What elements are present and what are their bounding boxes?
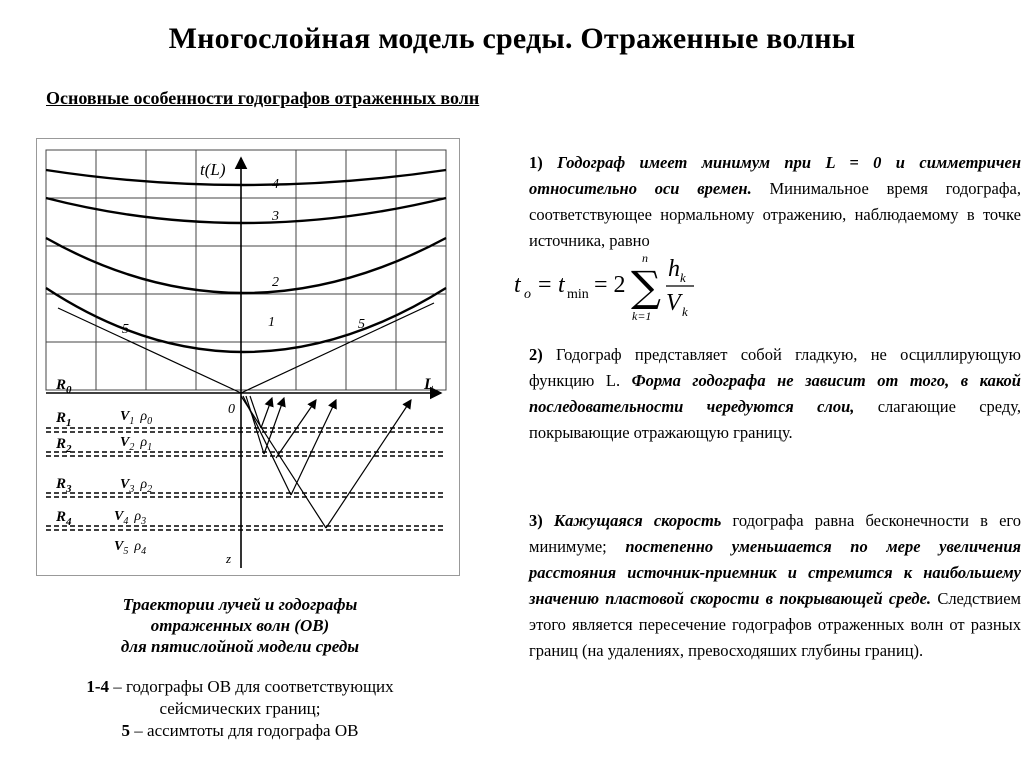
layer-boundaries (46, 428, 446, 530)
asymptotes (58, 303, 434, 393)
formula-t: t (514, 272, 521, 298)
figure-legend (40, 676, 440, 742)
boundary-label-r4: $R_4$ (56, 509, 72, 528)
caption-line-3: для пятислойной модели среды (120, 637, 360, 656)
curve-label-2: 2 (272, 275, 279, 290)
point-3-text-1: годографа равна бесконечности в его минимуме; (529, 511, 1022, 556)
layer-label-2: $V_2$ $\rho_1$ (120, 435, 153, 453)
point-3-emphasis-1: Кажущаяся скорость (553, 511, 722, 530)
axis-t-label: t(L) (200, 160, 226, 179)
curve-label-1: 1 (268, 315, 275, 330)
sum-top: n (642, 251, 648, 265)
formula-eq1: = (538, 272, 552, 298)
point-2-number: 2) (529, 345, 543, 364)
layer-label-3: $V_3$ $\rho_2$ (120, 477, 153, 495)
boundary-label-r3: $R_3$ (56, 476, 72, 495)
legend-line-2: сейсмических границ; (159, 699, 321, 718)
point-1-emphasis: Годограф имеет минимум при L = 0 и симметричен относительно оси времен. (529, 153, 1021, 198)
curve-label-5-right: 5 (358, 317, 365, 332)
formula-v: V (666, 290, 681, 316)
point-1-text: Минимальное время годографа, соответствующее нормальному отражению, наблюдаемому в точке источника, равно (529, 179, 1022, 250)
hodograph-diagram (36, 138, 460, 576)
figure-caption (40, 594, 440, 657)
point-2-text-1: Годограф представляет собой гладкую, не осциллирующую функцию L. (529, 345, 1021, 390)
formula-v-sub: k (682, 304, 688, 319)
layer-label-1: $V_1$ $\rho_0$ (120, 409, 153, 427)
point-3-number: 3) (529, 511, 543, 530)
point-3-text-2: Следствием этого является пересечение годографов отраженных волн от разных границ (на удалениях, превосходяших глубины границ). (529, 589, 1021, 660)
boundary-label-r2: $R_2$ (56, 436, 72, 455)
hodograph-figure (36, 138, 460, 576)
hodograph-4 (46, 170, 446, 185)
point-3-emphasis-2: постепенно уменьшается по мере увеличения расстояния источник-приемник и стремится к наибольшему значению пластовой скорости в покрывающей среде. (529, 537, 1021, 608)
z-label: z (226, 551, 232, 566)
page-title: Многослойная модель среды. Отраженные волны (168, 22, 856, 55)
point-1 (505, 150, 1021, 254)
legend-line-1: 1-4 – годографы ОВ для соответствующих (86, 677, 394, 696)
hodograph-curves (46, 170, 446, 352)
sum-bottom: k=1 (632, 309, 652, 323)
page-subtitle: Основные особенности годографов отраженных волн (46, 88, 480, 108)
boundary-label-r1: $R_1$ (56, 410, 72, 429)
formula-tmin: t (558, 272, 565, 298)
formula-tmin-sub: min (567, 287, 589, 302)
formula-h-sub: k (680, 270, 686, 285)
formula-h: h (668, 256, 680, 282)
hodograph-3 (46, 198, 446, 223)
legend-line-3: 5 – ассимтоты для годографа ОВ (121, 721, 359, 740)
point-1-number: 1) (529, 153, 543, 172)
sum-symbol: ∑ (631, 262, 661, 311)
ray-paths (241, 396, 411, 528)
caption-line-1: Траектории лучей и годографы (122, 595, 358, 614)
point-2-text-2: слагающие среду, покрывающие отражающую границу. (529, 397, 1021, 442)
curve-label-5-left: 5 (122, 322, 129, 337)
caption-line-2: отраженных волн (ОВ) (150, 616, 330, 635)
origin-label: 0 (228, 402, 235, 417)
curve-label-4: 4 (272, 177, 279, 192)
point-2-emphasis: Форма годографа не зависит от того, в какой последовательности чередуются слои, (529, 371, 1021, 416)
formula-eq2: = 2 (594, 272, 626, 298)
point-3 (505, 508, 1021, 664)
boundary-label-r0: $R_0$ (56, 377, 72, 396)
formula-svg (512, 248, 712, 324)
curve-label-3: 3 (272, 209, 279, 224)
point-2 (505, 342, 1021, 446)
layer-label-4: $V_4$ $\rho_3$ (114, 509, 147, 527)
formula-t-sub: o (524, 287, 531, 302)
layer-label-5: $V_5$ $\rho_4$ (114, 539, 147, 557)
min-time-formula (512, 248, 712, 324)
axis-l-label: L (424, 376, 434, 393)
